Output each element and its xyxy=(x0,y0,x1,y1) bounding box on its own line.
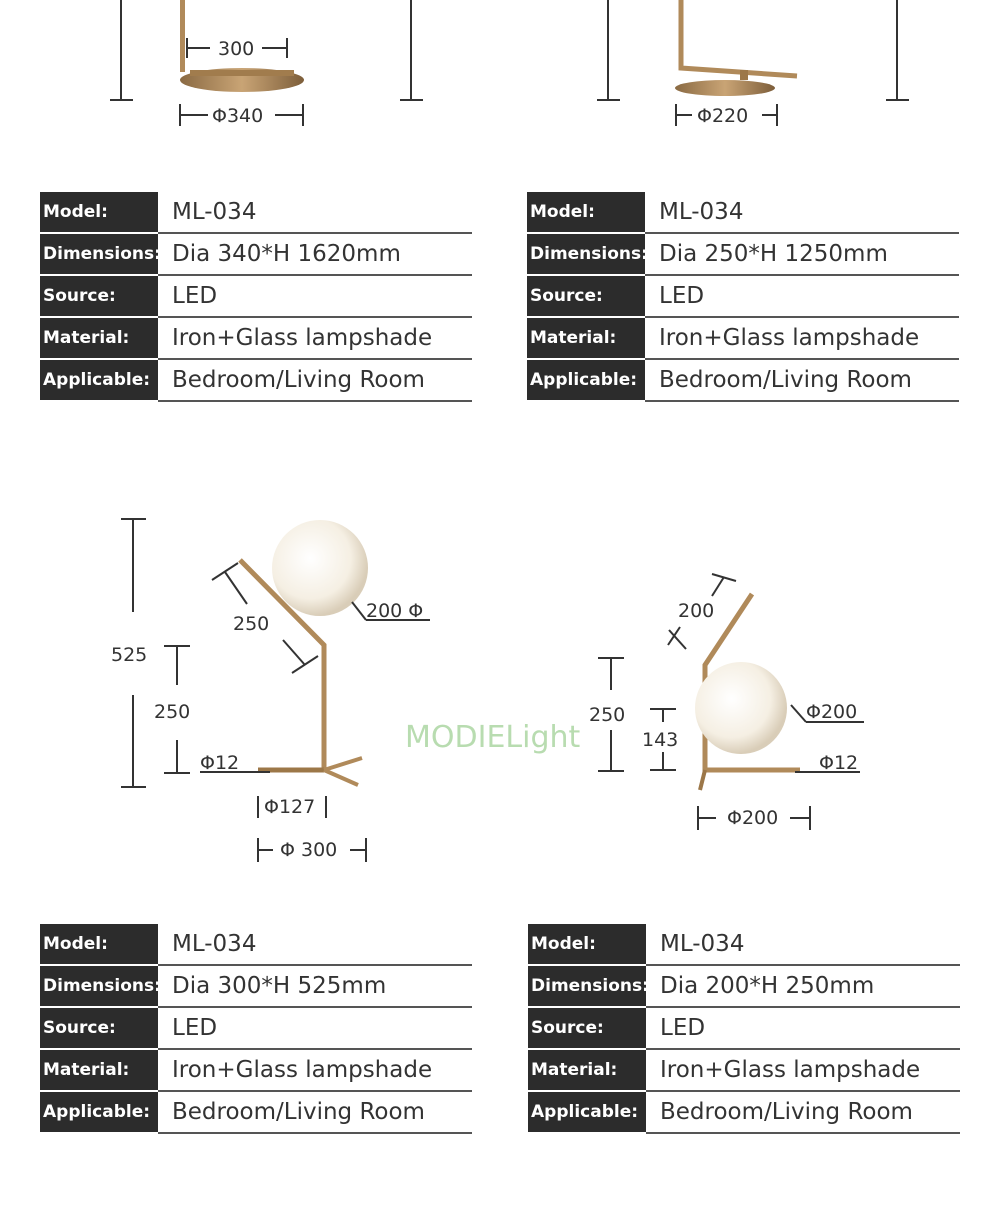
spec-value: ML-034 xyxy=(646,924,960,966)
table-lamp-1-lower-dim: 250 xyxy=(154,701,191,723)
spec-value: Dia 200*H 250mm xyxy=(646,966,960,1008)
spec-table-2 xyxy=(527,192,959,402)
spec-value: LED xyxy=(646,1008,960,1050)
spec-label: Source: xyxy=(527,276,645,318)
spec-label: Applicable: xyxy=(40,360,158,402)
spec-value: Dia 250*H 1250mm xyxy=(645,234,959,276)
spec-row-model xyxy=(40,924,472,966)
table-lamp-1-drawing xyxy=(111,519,430,862)
spec-label: Model: xyxy=(40,192,158,234)
spec-table-1 xyxy=(40,192,472,402)
spec-value: Iron+Glass lampshade xyxy=(158,1050,472,1092)
table-lamp-2-arm-dim: 200 xyxy=(678,600,715,622)
table-lamp-2-lower-dim: 143 xyxy=(642,729,679,751)
spec-value: LED xyxy=(158,276,472,318)
spec-label: Source: xyxy=(528,1008,646,1050)
spec-label: Applicable: xyxy=(528,1092,646,1134)
spec-label: Material: xyxy=(40,318,158,360)
spec-label: Material: xyxy=(527,318,645,360)
spec-label: Dimensions: xyxy=(40,966,158,1008)
spec-row-material xyxy=(527,318,959,360)
table-lamp-2-tube-dim: Φ12 xyxy=(819,752,859,774)
spec-value: Dia 300*H 525mm xyxy=(158,966,472,1008)
spec-table-4 xyxy=(528,924,960,1134)
spec-label: Material: xyxy=(528,1050,646,1092)
spec-row-material xyxy=(528,1050,960,1092)
spec-label: Material: xyxy=(40,1050,158,1092)
spec-row-applicable xyxy=(40,360,472,402)
spec-row-dimensions xyxy=(528,966,960,1008)
spec-row-source xyxy=(40,1008,472,1050)
spec-row-applicable xyxy=(527,360,959,402)
table-lamp-1-height-dim: 525 xyxy=(111,644,148,666)
spec-label: Source: xyxy=(40,1008,158,1050)
floor-lamp-1-base-dim: Φ340 xyxy=(212,105,264,127)
brand-watermark: MODIELight xyxy=(405,720,581,755)
spec-row-dimensions xyxy=(40,966,472,1008)
spec-label: Model: xyxy=(527,192,645,234)
table-lamp-1-foot-dim: Φ127 xyxy=(264,796,316,818)
spec-value: ML-034 xyxy=(645,192,959,234)
spec-row-dimensions xyxy=(40,234,472,276)
table-lamp-2-height-dim: 250 xyxy=(589,704,626,726)
table-lamp-2-drawing xyxy=(589,574,864,830)
spec-value: LED xyxy=(158,1008,472,1050)
spec-label: Model: xyxy=(528,924,646,966)
table-lamp-2-base-dim: Φ200 xyxy=(727,807,779,829)
spec-value: Iron+Glass lampshade xyxy=(646,1050,960,1092)
spec-value: Bedroom/Living Room xyxy=(158,360,472,402)
spec-row-source xyxy=(527,276,959,318)
spec-label: Dimensions: xyxy=(528,966,646,1008)
spec-value: ML-034 xyxy=(158,192,472,234)
spec-row-dimensions xyxy=(527,234,959,276)
table-lamp-2-globe-dim: Φ200 xyxy=(806,701,858,723)
spec-row-source xyxy=(528,1008,960,1050)
spec-value: Iron+Glass lampshade xyxy=(645,318,959,360)
spec-label: Applicable: xyxy=(40,1092,158,1134)
spec-row-applicable xyxy=(528,1092,960,1134)
floor-lamp-1-arm-dim: 300 xyxy=(218,38,255,60)
table-lamp-1-arm-dim: 250 xyxy=(233,613,270,635)
spec-label: Dimensions: xyxy=(40,234,158,276)
spec-value: Bedroom/Living Room xyxy=(646,1092,960,1134)
floor-lamp-2-base-dim: Φ220 xyxy=(697,105,749,127)
spec-value: LED xyxy=(645,276,959,318)
spec-value: Iron+Glass lampshade xyxy=(158,318,472,360)
floor-lamp-2-drawing xyxy=(597,0,909,127)
table-lamp-1-base-dim: Φ 300 xyxy=(280,839,338,861)
floor-lamp-1-drawing xyxy=(110,0,423,127)
spec-label: Dimensions: xyxy=(527,234,645,276)
spec-label: Applicable: xyxy=(527,360,645,402)
table-lamp-1-globe-dim: 200 Φ xyxy=(366,600,424,622)
spec-row-model xyxy=(527,192,959,234)
table-lamp-1-tube-dim: Φ12 xyxy=(200,752,240,774)
spec-row-model xyxy=(528,924,960,966)
spec-row-material xyxy=(40,1050,472,1092)
spec-row-model xyxy=(40,192,472,234)
spec-label: Source: xyxy=(40,276,158,318)
spec-value: Dia 340*H 1620mm xyxy=(158,234,472,276)
spec-row-source xyxy=(40,276,472,318)
spec-row-material xyxy=(40,318,472,360)
spec-table-3 xyxy=(40,924,472,1134)
spec-row-applicable xyxy=(40,1092,472,1134)
spec-label: Model: xyxy=(40,924,158,966)
spec-value: Bedroom/Living Room xyxy=(158,1092,472,1134)
spec-value: ML-034 xyxy=(158,924,472,966)
spec-value: Bedroom/Living Room xyxy=(645,360,959,402)
